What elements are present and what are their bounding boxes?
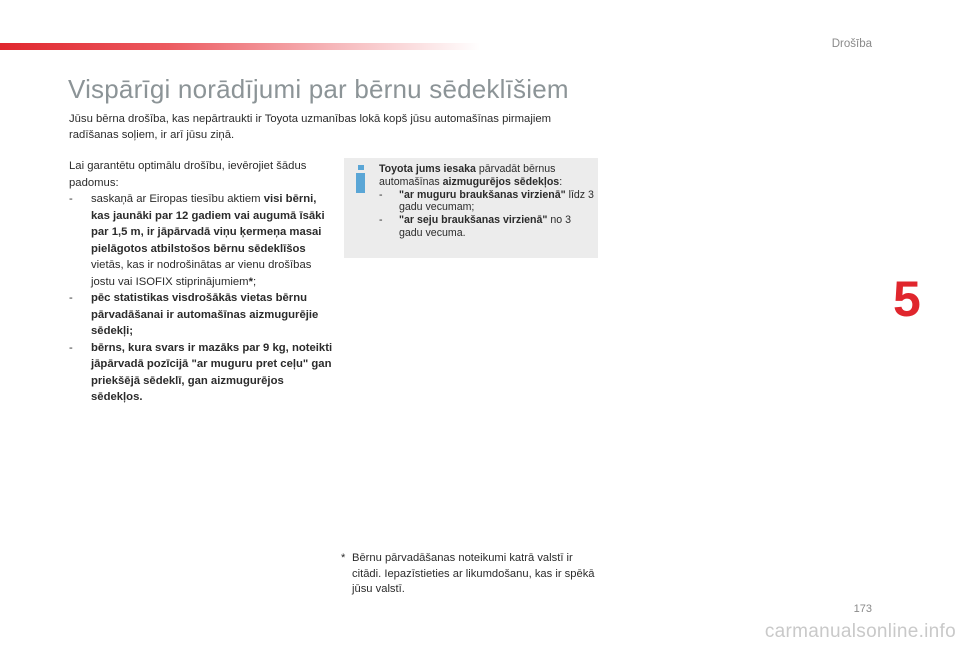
safety-advice-column bbox=[69, 158, 334, 406]
info-item-2-bold: "ar seju braukšanas virzienā" bbox=[399, 214, 548, 227]
info-lead-text: pārvadāt bērnus automašīnas bbox=[379, 163, 556, 188]
info-item-1 bbox=[379, 189, 595, 215]
advice-item-1-text bbox=[91, 191, 334, 290]
footnote-mark: * bbox=[341, 552, 346, 564]
info-text bbox=[379, 163, 595, 240]
advice-lead: Lai garantētu optimālu drošību, ievērojiet šādus padomus: bbox=[69, 160, 307, 189]
info-item-1-rest: līdz 3 gadu vecumam; bbox=[399, 188, 594, 214]
advice-item-2-text bbox=[91, 290, 334, 340]
advice-item-1-pre: saskaņā ar Eiropas tiesību aktiem bbox=[91, 193, 264, 205]
advice-item-1 bbox=[69, 191, 334, 290]
footnote-reference: * bbox=[248, 275, 253, 288]
info-box bbox=[344, 158, 598, 258]
info-item-1-text bbox=[399, 189, 595, 215]
advice-item-1-bold: visi bērni, kas jaunāki par 12 gadiem vai augumā īsāki par 1,5 m, ir jāpārvadā viņu ķermeņa masai pielāgotos atbilstošos bērnu sēdeklīšos bbox=[91, 193, 325, 255]
info-lead-bold2: aizmugurējos sēdekļos bbox=[442, 175, 560, 188]
info-icon bbox=[353, 165, 369, 193]
watermark: carmanualsonline.info bbox=[764, 621, 956, 642]
list-dash: - bbox=[69, 341, 73, 354]
info-lead-colon: : bbox=[559, 175, 563, 188]
footnote bbox=[341, 551, 601, 598]
advice-item-2 bbox=[69, 290, 334, 340]
section-label: Drošība bbox=[831, 38, 872, 50]
info-lead bbox=[379, 163, 595, 189]
advice-item-3 bbox=[69, 340, 334, 406]
advice-item-1-post: vietās, kas ir nodrošinātas ar vienu drošības jostu vai ISOFIX stiprinājumiem bbox=[91, 259, 312, 288]
intro-paragraph: Jūsu bērna drošība, kas nepārtraukti ir Toyota uzmanības lokā kopš jūsu automašīnas pirmajiem radīšanas soļiem, ir arī jūsu ziņā. bbox=[69, 113, 552, 141]
advice-item-3-bold: bērns, kura svars ir mazāks par 9 kg, noteikti jāpārvadā pozīcijā "ar muguru pret ceļu" gan priekšējā sēdeklī, gan aizmugurējos sēdekļos. bbox=[91, 341, 333, 403]
info-item-1-bold: "ar muguru braukšanas virzienā" bbox=[399, 188, 566, 201]
advice-item-3-text bbox=[91, 340, 334, 406]
list-dash: - bbox=[69, 292, 73, 304]
info-item-2-rest: no 3 gadu vecuma. bbox=[399, 214, 571, 239]
list-dash: - bbox=[379, 214, 383, 227]
header-accent-bar bbox=[0, 43, 480, 50]
page-title: Vispārīgi norādījumi par bērnu sēdeklīšiem bbox=[68, 74, 569, 104]
advice-item-1-tail: ; bbox=[252, 275, 257, 288]
list-dash: - bbox=[69, 193, 73, 205]
info-lead-bold: Toyota jums iesaka bbox=[379, 163, 476, 175]
chapter-number: 5 bbox=[893, 271, 921, 327]
info-item-2-text bbox=[399, 214, 595, 240]
info-item-2 bbox=[379, 214, 595, 240]
page-number: 173 bbox=[853, 603, 872, 615]
list-dash: - bbox=[379, 188, 383, 201]
footnote-text: Bērnu pārvadāšanas noteikumi katrā valstī ir citādi. Iepazīstieties ar likumdošanu, kas ir spēkā jūsu valstī. bbox=[352, 552, 595, 595]
advice-item-2-bold: pēc statistikas visdrošākās vietas bērnu pārvadāšanai ir automašīnas aizmugurējie sēdekļi; bbox=[91, 292, 319, 337]
